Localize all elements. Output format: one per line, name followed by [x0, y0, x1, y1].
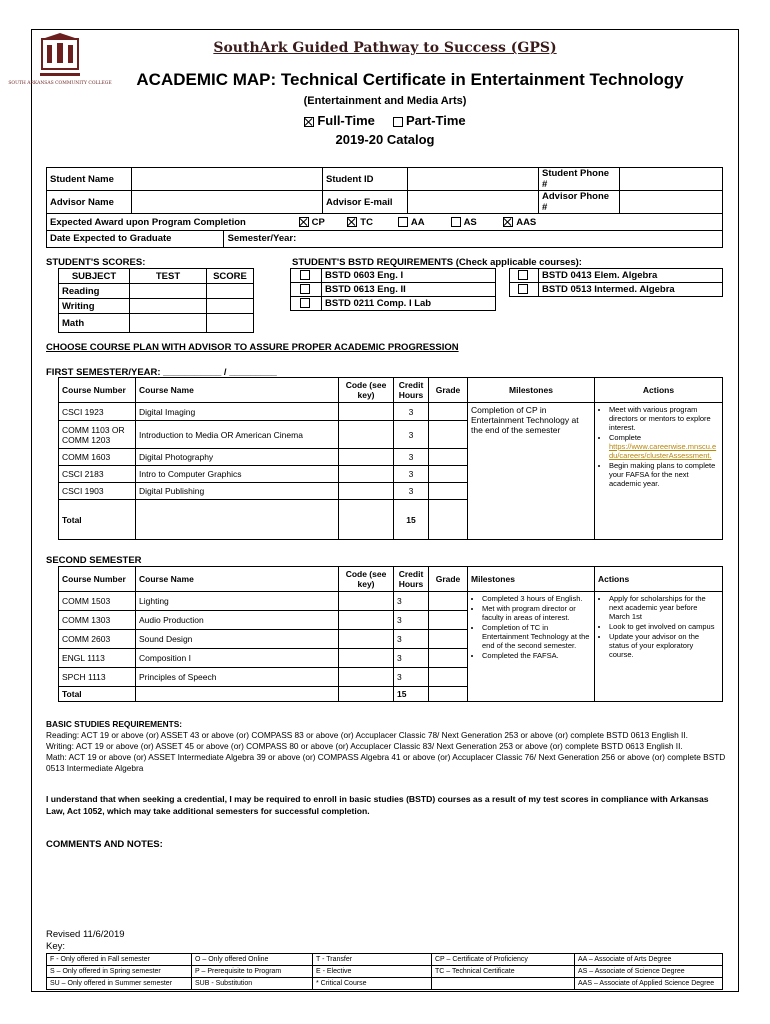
- course-grade[interactable]: [429, 611, 468, 630]
- action-item: • Look to get involved on campus: [609, 622, 719, 631]
- key-cell: AS – Associate of Science Degree: [575, 966, 723, 978]
- col-actions: Actions: [595, 378, 723, 403]
- course-grade[interactable]: [429, 649, 468, 668]
- course-name: Sound Design: [136, 630, 339, 649]
- col-grade: Grade: [429, 378, 468, 403]
- col-milestones: Milestones: [468, 567, 595, 592]
- course-number: COMM 1103 OR COMM 1203: [59, 421, 136, 449]
- award-aa-checkbox[interactable]: [398, 217, 408, 227]
- col-credit-hours: Credit Hours: [394, 378, 429, 403]
- course-name: Digital Imaging: [136, 403, 339, 421]
- course-hours: 3: [394, 466, 429, 483]
- key-cell: F - Only offered in Fall semester: [47, 954, 192, 966]
- second-semester-actions: [595, 592, 723, 702]
- key-cell: E - Elective: [313, 966, 432, 978]
- key-cell: * Critical Course: [313, 978, 432, 990]
- student-info-table: [46, 167, 723, 248]
- action-item: • Begin making plans to complete your FAFSA for the next academic year.: [609, 461, 719, 488]
- milestone-item: • Completed the FAFSA.: [482, 651, 591, 660]
- course-hours: 3: [394, 630, 429, 649]
- key-table: [46, 953, 723, 990]
- expected-award-row: [47, 214, 723, 231]
- action-item: • Apply for scholarships for the next academic year before March 1st: [609, 594, 719, 621]
- course-grade[interactable]: [429, 449, 468, 466]
- student-name-label: Student Name: [47, 168, 132, 191]
- score-test-field[interactable]: [130, 284, 207, 299]
- course-code[interactable]: [339, 630, 394, 649]
- score-value-field[interactable]: [207, 314, 254, 333]
- scores-header-test: TEST: [130, 269, 207, 284]
- course-code[interactable]: [339, 611, 394, 630]
- course-code[interactable]: [339, 421, 394, 449]
- course-grade[interactable]: [429, 483, 468, 500]
- col-course-name: Course Name: [136, 567, 339, 592]
- advisor-name-field[interactable]: [132, 191, 323, 214]
- score-value-field[interactable]: [207, 299, 254, 314]
- course-hours: 3: [394, 592, 429, 611]
- award-tc[interactable]: TC: [347, 217, 395, 228]
- course-name: Composition I: [136, 649, 339, 668]
- bstd-0603-label: BSTD 0603 Eng. I: [322, 269, 496, 283]
- bstd-0613-checkbox[interactable]: [300, 284, 310, 294]
- key-cell: [432, 978, 575, 990]
- comments-heading: COMMENTS AND NOTES:: [46, 839, 163, 850]
- basic-studies-reading: Reading: ACT 19 or above (or) ASSET 43 or above (or) COMPASS 83 or above (or) Accuplacer Classic 78/ Next Generation 253 or above (or) complete BSTD 0613 English II.: [46, 730, 688, 740]
- col-course-number: Course Number: [59, 378, 136, 403]
- student-phone-label: Student Phone #: [539, 168, 620, 191]
- course-number: COMM 1303: [59, 611, 136, 630]
- total-label: Total: [59, 500, 136, 540]
- part-time-checkbox[interactable]: [393, 117, 403, 127]
- award-aas[interactable]: AAS: [503, 217, 536, 228]
- col-course-name: Course Name: [136, 378, 339, 403]
- total-hours: 15: [394, 687, 429, 702]
- bstd-0513-label: BSTD 0513 Intermed. Algebra: [539, 283, 723, 297]
- col-grade: Grade: [429, 567, 468, 592]
- course-hours: 3: [394, 483, 429, 500]
- part-time-label: Part-Time: [405, 113, 466, 128]
- bstd-0211-checkbox[interactable]: [300, 298, 310, 308]
- score-value-field[interactable]: [207, 284, 254, 299]
- score-test-field[interactable]: [130, 314, 207, 333]
- course-number: COMM 1503: [59, 592, 136, 611]
- key-cell: AAS – Associate of Applied Science Degree: [575, 978, 723, 990]
- score-subject-reading: Reading: [59, 284, 130, 299]
- course-grade[interactable]: [429, 466, 468, 483]
- course-grade[interactable]: [429, 668, 468, 687]
- first-semester-milestone: Completion of CP in Entertainment Technology at the end of the semester: [468, 403, 595, 540]
- scores-table: [58, 268, 254, 333]
- bstd-0603-checkbox[interactable]: [300, 270, 310, 280]
- course-number: ENGL 1113: [59, 649, 136, 668]
- course-name: Digital Photography: [136, 449, 339, 466]
- action-item: • Meet with various program directors or mentors to explore interest.: [609, 405, 719, 432]
- course-name: Introduction to Media OR American Cinema: [136, 421, 339, 449]
- course-hours: 3: [394, 611, 429, 630]
- course-number: CSCI 1903: [59, 483, 136, 500]
- course-number: COMM 1603: [59, 449, 136, 466]
- date-expected-label: Date Expected to Graduate: [50, 233, 172, 244]
- award-tc-checkbox[interactable]: [347, 217, 357, 227]
- course-code[interactable]: [339, 483, 394, 500]
- logo-caption: SOUTH ARKANSAS COMMUNITY COLLEGE: [8, 81, 112, 86]
- course-code[interactable]: [339, 449, 394, 466]
- first-semester-table: [58, 377, 723, 540]
- key-cell: TC – Technical Certificate: [432, 966, 575, 978]
- course-grade[interactable]: [429, 421, 468, 449]
- course-hours: 3: [394, 449, 429, 466]
- compliance-statement: I understand that when seeking a credential, I may be required to enroll in basic studies (BSTD) courses as a result of my test scores in compliance with Arkansas Law, Act 1052, which may take additional semesters for successful completion.: [46, 794, 709, 816]
- col-course-number: Course Number: [59, 567, 136, 592]
- student-name-field[interactable]: [132, 168, 323, 191]
- action-item: • Complete https://www.careerwise.mnscu.edu/careers/clusterAssessment.: [609, 433, 719, 460]
- award-as-checkbox[interactable]: [451, 217, 461, 227]
- key-cell: SUB - Substitution: [192, 978, 313, 990]
- key-cell: T - Transfer: [313, 954, 432, 966]
- course-hours: 3: [394, 403, 429, 421]
- advisor-name-label: Advisor Name: [47, 191, 132, 214]
- bstd-0211-label: BSTD 0211 Comp. I Lab: [322, 297, 496, 311]
- milestone-item: • Met with program director or faculty in areas of interest.: [482, 604, 591, 622]
- course-name: Intro to Computer Graphics: [136, 466, 339, 483]
- basic-studies-math: Math: ACT 19 or above (or) ASSET Intermediate Algebra 39 or above (or) COMPASS Algebra 41 or above (or) Accuplacer Classic 76/ Next Generation 256 or above (or) complete BSTD 0513 Intermediate Algebra: [46, 752, 726, 773]
- course-grade[interactable]: [429, 630, 468, 649]
- course-code[interactable]: [339, 466, 394, 483]
- graduation-row: [47, 231, 723, 248]
- score-subject-writing: Writing: [59, 299, 130, 314]
- scores-title: STUDENT'S SCORES:: [46, 257, 146, 268]
- award-cp[interactable]: CP: [299, 217, 345, 228]
- basic-studies-writing: Writing: ACT 19 or above (or) ASSET 45 or above (or) COMPASS 80 or above (or) Accuplacer Classic 83/ Next Generation 253 or above (or) complete BSTD 0613 English II.: [46, 741, 683, 751]
- advisor-email-field[interactable]: [408, 191, 539, 214]
- map-title: ACADEMIC MAP: Technical Certificate in Entertainment Technology: [136, 70, 684, 89]
- bstd-0413-label: BSTD 0413 Elem. Algebra: [539, 269, 723, 283]
- student-id-label: Student ID: [323, 168, 408, 191]
- course-hours: 3: [394, 668, 429, 687]
- key-cell: S – Only offered in Spring semester: [47, 966, 192, 978]
- revised-date: Revised 11/6/2019: [46, 929, 125, 940]
- semester-year-label: Semester/Year:: [223, 231, 297, 247]
- col-milestones: Milestones: [468, 378, 595, 403]
- course-name: Principles of Speech: [136, 668, 339, 687]
- choose-plan-heading: CHOOSE COURSE PLAN WITH ADVISOR TO ASSURE PROPER ACADEMIC PROGRESSION: [46, 342, 459, 353]
- basic-studies-section: [46, 719, 726, 774]
- first-semester-actions: [595, 403, 723, 540]
- expected-award-label: Expected Award upon Program Completion: [50, 216, 246, 228]
- scores-header-score: SCORE: [207, 269, 254, 284]
- score-test-field[interactable]: [130, 299, 207, 314]
- gps-title: SouthArk Guided Pathway to Success (GPS): [213, 40, 557, 56]
- col-actions: Actions: [595, 567, 723, 592]
- career-assessment-link[interactable]: https://www.careerwise.mnscu.edu/careers/clusterAssessment.: [609, 442, 717, 460]
- student-id-field[interactable]: [408, 168, 539, 191]
- col-code: Code (see key): [339, 378, 394, 403]
- full-time-checkbox[interactable]: [304, 117, 314, 127]
- course-code[interactable]: [339, 649, 394, 668]
- action-item: • Update your advisor on the status of your exploratory course.: [609, 632, 719, 659]
- comments-area[interactable]: [46, 855, 723, 920]
- course-code[interactable]: [339, 668, 394, 687]
- bstd-0413-checkbox[interactable]: [518, 270, 528, 280]
- advisor-phone-field[interactable]: [620, 191, 723, 214]
- course-name: Lighting: [136, 592, 339, 611]
- bstd-title: STUDENT'S BSTD REQUIREMENTS (Check applicable courses):: [292, 257, 582, 268]
- second-semester-table: [58, 566, 723, 702]
- bstd-0613-label: BSTD 0613 Eng. II: [322, 283, 496, 297]
- total-hours: 15: [394, 500, 429, 540]
- col-code: Code (see key): [339, 567, 394, 592]
- score-subject-math: Math: [59, 314, 130, 333]
- bstd-right-table: [509, 268, 723, 297]
- student-phone-field[interactable]: [620, 168, 723, 191]
- scores-header-subject: SUBJECT: [59, 269, 130, 284]
- key-cell: O – Only offered Online: [192, 954, 313, 966]
- course-name: Audio Production: [136, 611, 339, 630]
- key-cell: P – Prerequisite to Program: [192, 966, 313, 978]
- bstd-left-table: [290, 268, 496, 311]
- course-number: CSCI 1923: [59, 403, 136, 421]
- course-hours: 3: [394, 649, 429, 668]
- key-cell: AA – Associate of Arts Degree: [575, 954, 723, 966]
- course-number: SPCH 1113: [59, 668, 136, 687]
- col-credit-hours: Credit Hours: [394, 567, 429, 592]
- key-cell: CP – Certificate of Proficiency: [432, 954, 575, 966]
- bstd-0513-checkbox[interactable]: [518, 284, 528, 294]
- key-label: Key:: [46, 941, 66, 952]
- advisor-phone-label: Advisor Phone #: [539, 191, 620, 214]
- enrollment-status: [0, 113, 770, 128]
- milestone-item: • Completed 3 hours of English.: [482, 594, 591, 603]
- award-as[interactable]: AS: [451, 217, 501, 228]
- award-aa[interactable]: AA: [398, 217, 448, 228]
- milestone-item: • Completion of TC in Entertainment Technology at the end of the second semester.: [482, 623, 591, 650]
- basic-studies-title: BASIC STUDIES REQUIREMENTS:: [46, 719, 182, 729]
- course-grade[interactable]: [429, 592, 468, 611]
- total-label: Total: [59, 687, 136, 702]
- first-semester-title: FIRST SEMESTER/YEAR: ___________ / _________: [46, 367, 277, 378]
- course-name: Digital Publishing: [136, 483, 339, 500]
- full-time-label: Full-Time: [317, 113, 375, 128]
- award-aas-checkbox[interactable]: [503, 217, 513, 227]
- second-semester-title: SECOND SEMESTER: [46, 555, 142, 566]
- award-cp-checkbox[interactable]: [299, 217, 309, 227]
- advisor-email-label: Advisor E-mail: [323, 191, 408, 214]
- course-code[interactable]: [339, 403, 394, 421]
- course-hours: 3: [394, 421, 429, 449]
- course-grade[interactable]: [429, 403, 468, 421]
- subtitle: (Entertainment and Media Arts): [303, 95, 467, 107]
- catalog-year: 2019-20 Catalog: [335, 132, 435, 147]
- course-number: COMM 2603: [59, 630, 136, 649]
- course-code[interactable]: [339, 592, 394, 611]
- second-semester-milestones: [468, 592, 595, 702]
- key-cell: SU – Only offered in Summer semester: [47, 978, 192, 990]
- course-number: CSCI 2183: [59, 466, 136, 483]
